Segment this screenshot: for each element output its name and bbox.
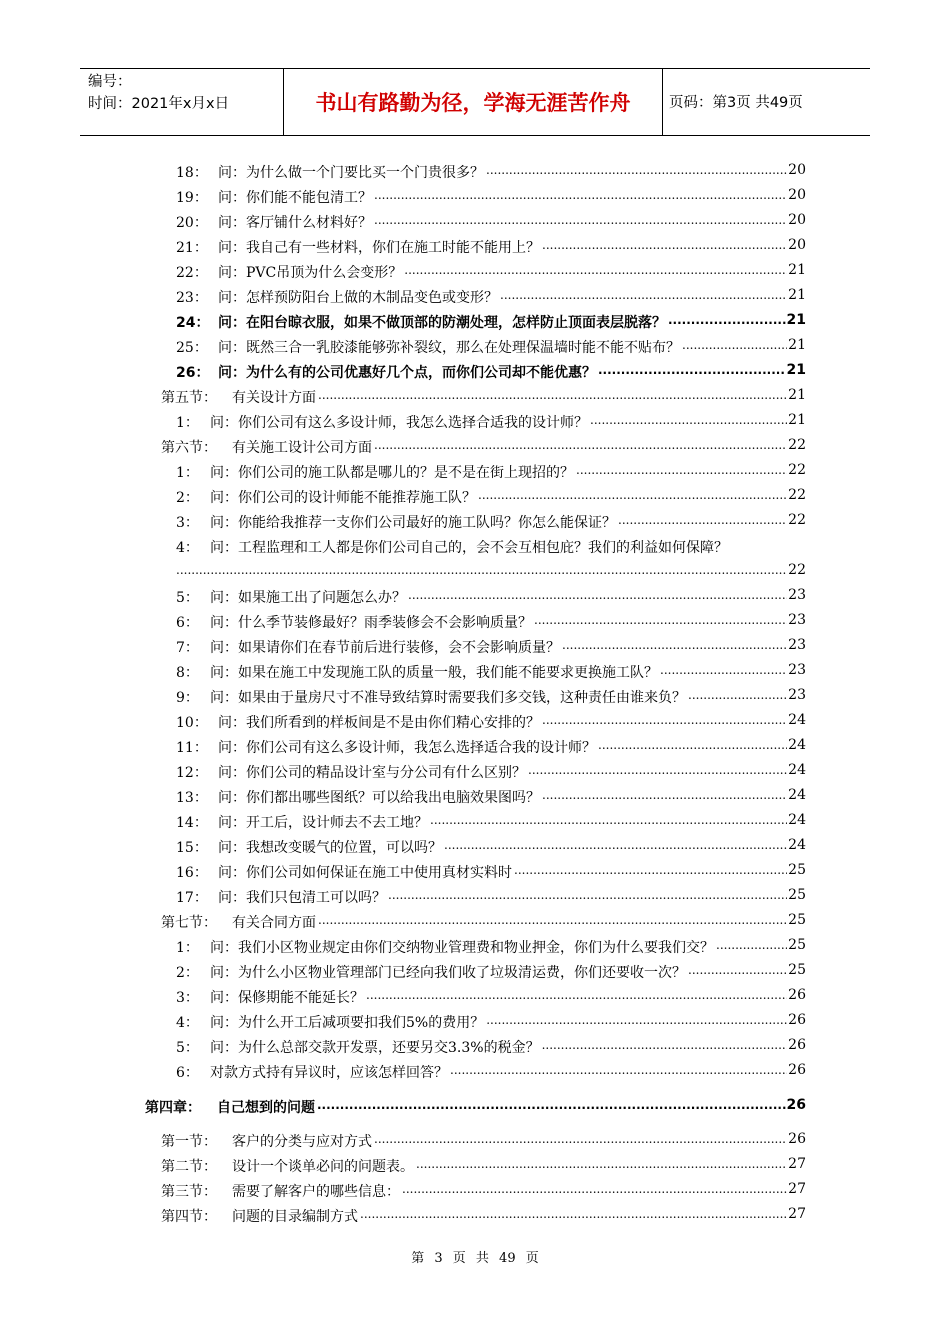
toc-entry-title: 问：如果在施工中发现施工队的质量一般，我们能不能要求更换施工队？: [210, 665, 658, 681]
toc-entry-title: 需要了解客户的哪些信息：: [232, 1184, 400, 1200]
toc-dot-leader: [486, 1012, 787, 1030]
toc-entry-row[interactable]: [0, 783, 950, 808]
toc-entry-title: 问：我自己有一些材料，你们在施工时能不能用上？: [218, 240, 540, 256]
toc-dot-leader: [402, 1181, 787, 1199]
toc-entry-number: 6：: [176, 1065, 199, 1081]
toc-entry-row[interactable]: [0, 358, 950, 383]
toc-entry-title: 有关设计方面: [232, 390, 316, 406]
toc-entry-title: 设计一个谈单必问的问题表。: [232, 1159, 414, 1175]
toc-dot-leader: [374, 1131, 787, 1149]
toc-entry-title: 问：为什么做一个门要比买一个门贵很多？: [218, 165, 484, 181]
toc-entry-number: 第三节：: [161, 1184, 217, 1200]
toc-page-number: 22: [788, 437, 806, 453]
page-footer: 第 3 页 共 49 页: [411, 1251, 539, 1266]
toc-page-number: 21: [788, 387, 806, 403]
toc-page-number: 24: [788, 762, 806, 778]
toc-entry-title: 有关施工设计公司方面: [232, 440, 372, 456]
toc-entry-title: 问：你们公司有这么多设计师，我怎么选择适合我的设计师？: [218, 740, 596, 756]
toc-page-number: 21: [786, 312, 806, 328]
toc-dot-leader: [374, 437, 787, 455]
toc-entry-title: 问：你们都出哪些图纸？可以给我出电脑效果图吗？: [218, 790, 540, 806]
toc-dot-leader: [444, 837, 787, 855]
toc-section-row[interactable]: [0, 1127, 950, 1152]
toc-entry-number: 10：: [176, 715, 208, 731]
toc-entry-number: 16：: [176, 865, 208, 881]
toc-entry-title: 自己想到的问题: [217, 1100, 315, 1116]
toc-page-number: 26: [788, 1012, 806, 1028]
toc-entry-number: 25：: [176, 340, 208, 356]
toc-entry-row[interactable]: [0, 1058, 950, 1083]
toc-entry-title: 问：为什么有的公司优惠好几个点，而你们公司却不能优惠？: [218, 365, 596, 381]
toc-entry-row[interactable]: [0, 233, 950, 258]
toc-entry-number: 12：: [176, 765, 208, 781]
toc-entry-title: 问：你们公司有这么多设计师，我怎么选择合适我的设计师？: [210, 415, 588, 431]
header-number: 编号：: [88, 74, 132, 90]
toc-entry-row[interactable]: [0, 1008, 950, 1033]
toc-entry-row[interactable]: [0, 258, 950, 283]
toc-dot-leader: [404, 262, 787, 280]
toc-entry-number: 第二节：: [161, 1159, 217, 1175]
toc-entry-row[interactable]: [0, 958, 950, 983]
toc-entry-number: 20：: [176, 215, 208, 231]
toc-dot-leader: [408, 587, 787, 605]
toc-dot-leader: [598, 362, 786, 380]
toc-entry-title: 问：如果由于量房尺寸不准导致结算时需要我们多交钱，这种责任由谁来负？: [210, 690, 686, 706]
toc-entry-title: 问：怎样预防阳台上做的木制品变色或变形？: [218, 290, 498, 306]
header-time: 时间：2021年x月x日: [88, 96, 230, 112]
toc-entry-row[interactable]: [0, 933, 950, 958]
toc-entry-row[interactable]: [0, 633, 950, 658]
toc-entry-number: 7：: [176, 640, 199, 656]
toc-page-number: 24: [788, 837, 806, 853]
toc-entry-title: 对款方式持有异议时，应该怎样回答？: [210, 1065, 448, 1081]
toc-section-row[interactable]: [0, 1177, 950, 1202]
toc-dot-leader: [534, 612, 787, 630]
toc-section-row[interactable]: [0, 383, 950, 408]
toc-chapter-row[interactable]: [0, 1093, 950, 1118]
toc-entry-title: 问：我想改变暖气的位置，可以吗？: [218, 840, 442, 856]
toc-entry-number: 5：: [176, 590, 199, 606]
toc-dot-leader: [716, 937, 787, 955]
toc-entry-number: 第一节：: [161, 1134, 217, 1150]
toc-dot-leader: [668, 312, 786, 330]
toc-entry-number: 18：: [176, 165, 208, 181]
toc-dot-leader: [318, 387, 787, 405]
toc-entry-row[interactable]: [0, 283, 950, 308]
toc-page-number: 26: [788, 1131, 806, 1147]
toc-page-number: 20: [788, 237, 806, 253]
toc-dot-leader: [374, 212, 787, 230]
toc-dot-leader: [598, 737, 787, 755]
toc-page-number: 24: [788, 737, 806, 753]
toc-entry-title: 问：你能给我推荐一支你们公司最好的施工队吗？你怎么能保证？: [210, 515, 616, 531]
page-header: [80, 68, 870, 136]
toc-page-number: 24: [788, 712, 806, 728]
toc-entry-title: 问：PVC吊顶为什么会变形？: [218, 265, 403, 281]
toc-entry-number: 15：: [176, 840, 208, 856]
toc-entry-title: 问：保修期能不能延长？: [210, 990, 364, 1006]
toc-page-number: 21: [788, 287, 806, 303]
toc-entry-title: 问：你们公司的施工队都是哪儿的？是不是在街上现招的？: [210, 465, 574, 481]
toc-entry-title: 问：为什么小区物业管理部门已经向我们收了垃圾清运费，你们还要收一次？: [210, 965, 686, 981]
toc-entry-row[interactable]: [0, 658, 950, 683]
toc-page-number: 25: [788, 887, 806, 903]
toc-entry-title: 问：如果请你们在春节前后进行装修，会不会影响质量？: [210, 640, 560, 656]
toc-entry-row[interactable]: [0, 333, 950, 358]
toc-entry-title: 问：我们只包清工可以吗？: [218, 890, 386, 906]
toc-dot-leader: [514, 862, 787, 880]
toc-entry-row[interactable]: [0, 1033, 950, 1058]
toc-entry-number: 19：: [176, 190, 208, 206]
toc-dot-leader: [542, 1037, 788, 1055]
toc-entry-title: 问：为什么开工后减项要扣我们5%的费用？: [210, 1015, 485, 1031]
toc-entry-row[interactable]: [0, 583, 950, 608]
toc-page-number: 20: [788, 162, 806, 178]
toc-entry-row[interactable]: [0, 858, 950, 883]
toc-page-number: 21: [788, 262, 806, 278]
toc-entry-number: 24：: [176, 315, 210, 331]
toc-entry-title: 问：在阳台晾衣服，如果不做顶部的防潮处理，怎样防止顶面表层脱落？: [218, 315, 666, 331]
toc-dot-leader: [618, 512, 787, 530]
toc-page-number: 23: [788, 637, 806, 653]
toc-entry-number: 17：: [176, 890, 208, 906]
toc-page-number: 22: [788, 487, 806, 503]
toc-dot-leader: [388, 887, 787, 905]
toc-entry-number: 5：: [176, 1040, 199, 1056]
toc-entry-number: 9：: [176, 690, 199, 706]
toc-section-row[interactable]: [0, 1202, 950, 1227]
toc-entry-number: 1：: [176, 465, 199, 481]
toc-entry-number: 14：: [176, 815, 208, 831]
toc-page-number: 25: [788, 912, 806, 928]
toc-dot-leader: [486, 162, 787, 180]
toc-page-number: 25: [788, 862, 806, 878]
toc-dot-leader: [590, 412, 787, 430]
toc-entry-row[interactable]: [0, 508, 950, 533]
toc-entry-number: 第四章：: [145, 1100, 201, 1116]
toc-entry-row[interactable]: [0, 983, 950, 1008]
toc-entry-number: 11：: [176, 740, 208, 756]
toc-entry-title: 问：客厅铺什么材料好？: [218, 215, 372, 231]
toc-entry-row[interactable]: [0, 708, 950, 733]
toc-entry-title: 有关合同方面: [232, 915, 316, 931]
toc-dot-leader: [542, 787, 787, 805]
toc-dot-leader: [478, 487, 787, 505]
toc-entry-number: 3：: [176, 990, 199, 1006]
toc-page-number: 26: [788, 1062, 806, 1078]
toc-dot-leader: [542, 712, 787, 730]
toc-dot-leader: [360, 1206, 787, 1224]
toc-dot-leader: [450, 1062, 787, 1080]
toc-page-number: 20: [788, 212, 806, 228]
toc-dot-leader: [688, 962, 787, 980]
toc-entry-number: 26：: [176, 365, 210, 381]
toc-page-number: 27: [788, 1156, 806, 1172]
toc-dot-leader: [374, 187, 787, 205]
toc-entry-title: 问：我们所看到的样板间是不是由你们精心安排的？: [218, 715, 540, 731]
toc-entry-number: 21：: [176, 240, 208, 256]
toc-entry-number: 6：: [176, 615, 199, 631]
toc-entry-title: 客户的分类与应对方式: [232, 1134, 372, 1150]
toc-dot-leader: [430, 812, 787, 830]
toc-entry-title: 问：如果施工出了问题怎么办？: [210, 590, 406, 606]
toc-dot-leader: [682, 337, 787, 355]
toc-entry-number: 第六节：: [161, 440, 217, 456]
toc-page-number: 21: [788, 337, 806, 353]
toc-page-number: 25: [788, 937, 806, 953]
toc-entry-row[interactable]: [0, 533, 950, 558]
toc-entry-number: 第七节：: [161, 915, 217, 931]
toc-entry-title: 问题的目录编制方式: [232, 1209, 358, 1225]
toc-page-number: 23: [788, 687, 806, 703]
toc-entry-row[interactable]: [0, 408, 950, 433]
toc-page-number: 26: [786, 1097, 806, 1113]
toc-entry-row[interactable]: [0, 683, 950, 708]
toc-entry-row[interactable]: [0, 208, 950, 233]
toc-entry-row[interactable]: [0, 883, 950, 908]
toc-entry-title: 问：你们能不能包清工？: [218, 190, 372, 206]
toc-page-number: 21: [786, 362, 806, 378]
toc-dot-leader: [688, 687, 787, 705]
toc-entry-number: 22：: [176, 265, 208, 281]
toc-entry-number: 4：: [176, 540, 199, 556]
toc-dot-leader: [416, 1156, 787, 1174]
toc-page-number: 20: [788, 187, 806, 203]
toc-entry-number: 1：: [176, 940, 199, 956]
toc-page-number: 22: [788, 562, 806, 578]
toc-dot-leader: [660, 662, 787, 680]
toc-entry-number: 23：: [176, 290, 208, 306]
toc-page-number: 24: [788, 787, 806, 803]
toc-page-number: 23: [788, 662, 806, 678]
toc-page-number: 26: [788, 987, 806, 1003]
toc-dot-leader: [500, 287, 787, 305]
toc-entry-row[interactable]: [0, 833, 950, 858]
toc-page-number: 27: [788, 1206, 806, 1222]
toc-entry-title: 问：我们小区物业规定由你们交纳物业管理费和物业押金，你们为什么要我们交？: [210, 940, 714, 956]
toc-entry-title: 问：你们公司的精品设计室与分公司有什么区别？: [218, 765, 526, 781]
toc-entry-row[interactable]: [0, 158, 950, 183]
toc-section-row[interactable]: [0, 433, 950, 458]
toc-page-number: 24: [788, 812, 806, 828]
toc-entry-row[interactable]: [0, 483, 950, 508]
toc-dot-leader: [562, 637, 787, 655]
toc-entry-row[interactable]: [0, 183, 950, 208]
toc-page-number: 26: [788, 1037, 806, 1053]
toc-entry-title: 问：为什么总部交款开发票，还要另交3.3%的税金？: [210, 1040, 540, 1056]
toc-dot-leader: [542, 237, 787, 255]
toc-page-number: 22: [788, 462, 806, 478]
toc-page-number: 23: [788, 587, 806, 603]
toc-entry-row[interactable]: [0, 558, 950, 583]
toc-entry-row[interactable]: [0, 758, 950, 783]
toc-entry-title: 问：开工后，设计师去不去工地？: [218, 815, 428, 831]
toc-dot-leader: [366, 987, 787, 1005]
toc-entry-number: 3：: [176, 515, 199, 531]
toc-entry-title: 问：你们公司如何保证在施工中使用真材实料时: [218, 865, 512, 881]
toc-dot-leader: [318, 912, 787, 930]
toc-entry-title: 问：什么季节装修最好？雨季装修会不会影响质量？: [210, 615, 532, 631]
header-meta: [88, 71, 284, 115]
toc-dot-leader: [528, 762, 787, 780]
toc-entry-number: 4：: [176, 1015, 199, 1031]
toc-entry-title: 问：工程监理和工人都是你们公司自己的，会不会互相包庇？我们的利益如何保障？: [210, 540, 728, 556]
toc-entry-number: 1：: [176, 415, 199, 431]
header-page-info: 页码：第3页 共49页: [669, 95, 803, 111]
toc-entry-number: 13：: [176, 790, 208, 806]
header-motto: 书山有路勤为径，学海无涯苦作舟: [283, 69, 663, 135]
toc-section-row[interactable]: [0, 1152, 950, 1177]
toc-entry-number: 8：: [176, 665, 199, 681]
toc-entry-row[interactable]: [0, 608, 950, 633]
toc-entry-row[interactable]: [0, 458, 950, 483]
toc-page-number: 27: [788, 1181, 806, 1197]
toc-page-number: 21: [788, 412, 806, 428]
toc-entry-row[interactable]: [0, 808, 950, 833]
toc-dot-leader: [176, 562, 787, 580]
toc-entry-row[interactable]: [0, 308, 950, 333]
toc-dot-leader: [317, 1097, 786, 1115]
toc-page-number: 22: [788, 512, 806, 528]
toc-entry-number: 第四节：: [161, 1209, 217, 1225]
toc-entry-title: 问：既然三合一乳胶漆能够弥补裂纹，那么在处理保温墙时能不能不贴布？: [218, 340, 680, 356]
toc-entry-number: 2：: [176, 490, 199, 506]
toc-section-row[interactable]: [0, 908, 950, 933]
toc-page-number: 25: [788, 962, 806, 978]
toc-page-number: 23: [788, 612, 806, 628]
toc-entry-row[interactable]: [0, 733, 950, 758]
toc-dot-leader: [576, 462, 787, 480]
toc-entry-title: 问：你们公司的设计师能不能推荐施工队？: [210, 490, 476, 506]
toc-entry-number: 2：: [176, 965, 199, 981]
toc-entry-number: 第五节：: [161, 390, 217, 406]
